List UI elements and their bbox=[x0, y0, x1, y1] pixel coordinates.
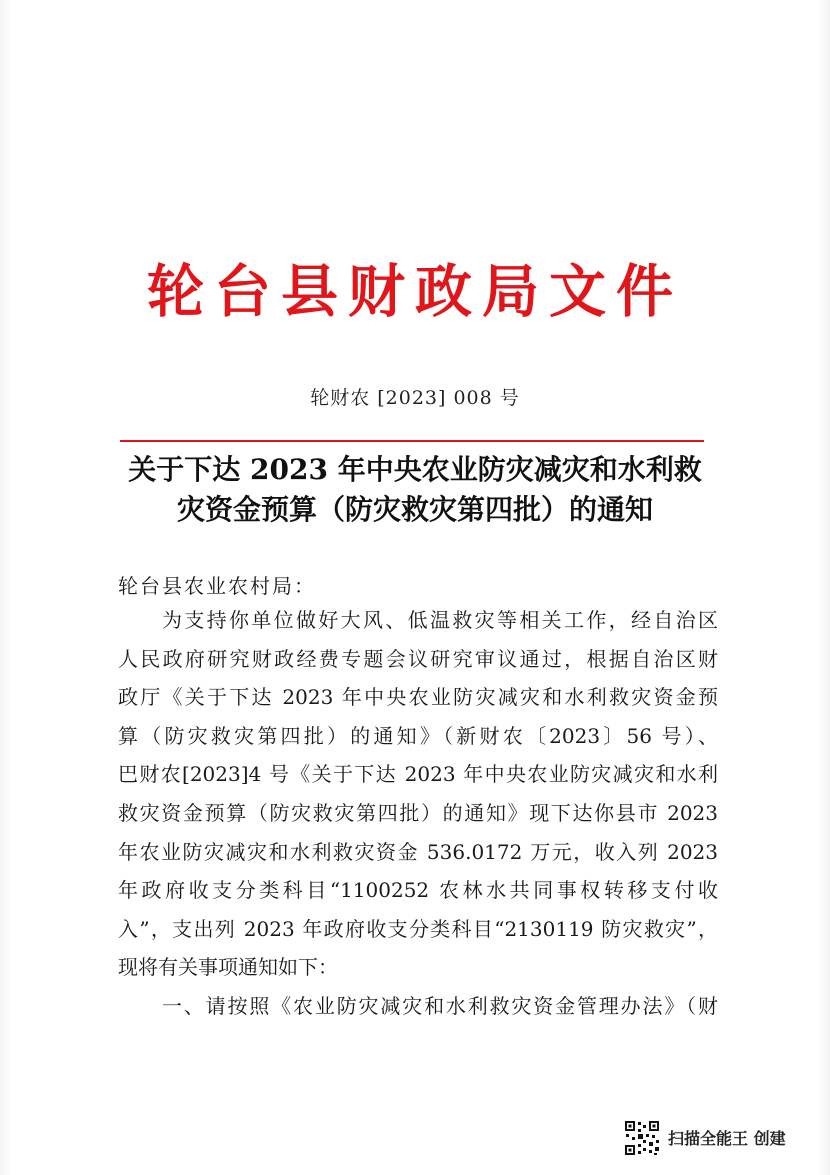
body-line: 政厅《关于下达 2023 年中央农业防灾减灾和水利救灾资金预 bbox=[118, 685, 718, 710]
document-number: 轮财农 [2023] 008 号 bbox=[310, 387, 520, 409]
body-line: 人民政府研究财政经费专题会议研究审议通过，根据自治区财 bbox=[118, 646, 718, 671]
body-line: 年政府收支分类科目“1100252 农林水共同事权转移支付收 bbox=[118, 878, 718, 903]
qr-code-icon bbox=[624, 1120, 660, 1156]
body-line: 一、请按照《农业防灾减灾和水利救灾资金管理办法》（财 bbox=[162, 993, 718, 1018]
watermark-label: 扫描全能王 创建 bbox=[668, 1129, 786, 1148]
issuer-title: 轮台县财政局文件 bbox=[147, 259, 683, 325]
body-line: 为支持你单位做好大风、低温救灾等相关工作，经自治区 bbox=[162, 608, 718, 632]
document-title-line: 灾资金预算（防灾救灾第四批）的通知 bbox=[176, 493, 653, 526]
recipient: 轮台县农业农村局： bbox=[118, 574, 316, 598]
body-line: 救灾资金预算（防灾救灾第四批）的通知》现下达你县市 2023 bbox=[118, 800, 718, 825]
body-text bbox=[118, 601, 718, 1026]
document-title bbox=[0, 450, 830, 530]
body-line: 现将有关事项通知如下： bbox=[118, 955, 338, 980]
red-divider bbox=[120, 440, 704, 442]
body-line: 入”，支出列 2023 年政府收支分类科目“2130119 防灾救灾”， bbox=[118, 916, 718, 941]
body-line: 算（防灾救灾第四批）的通知》（新财农〔2023〕56 号）、 bbox=[118, 723, 718, 748]
body-line: 巴财农[2023]4 号《关于下达 2023 年中央农业防灾减灾和水利 bbox=[118, 762, 718, 787]
document-title-line: 关于下达 2023 年中央农业防灾减灾和水利救 bbox=[128, 453, 702, 486]
body-line: 年农业防灾减灾和水利救灾资金 536.0172 万元，收入列 2023 bbox=[118, 839, 718, 864]
